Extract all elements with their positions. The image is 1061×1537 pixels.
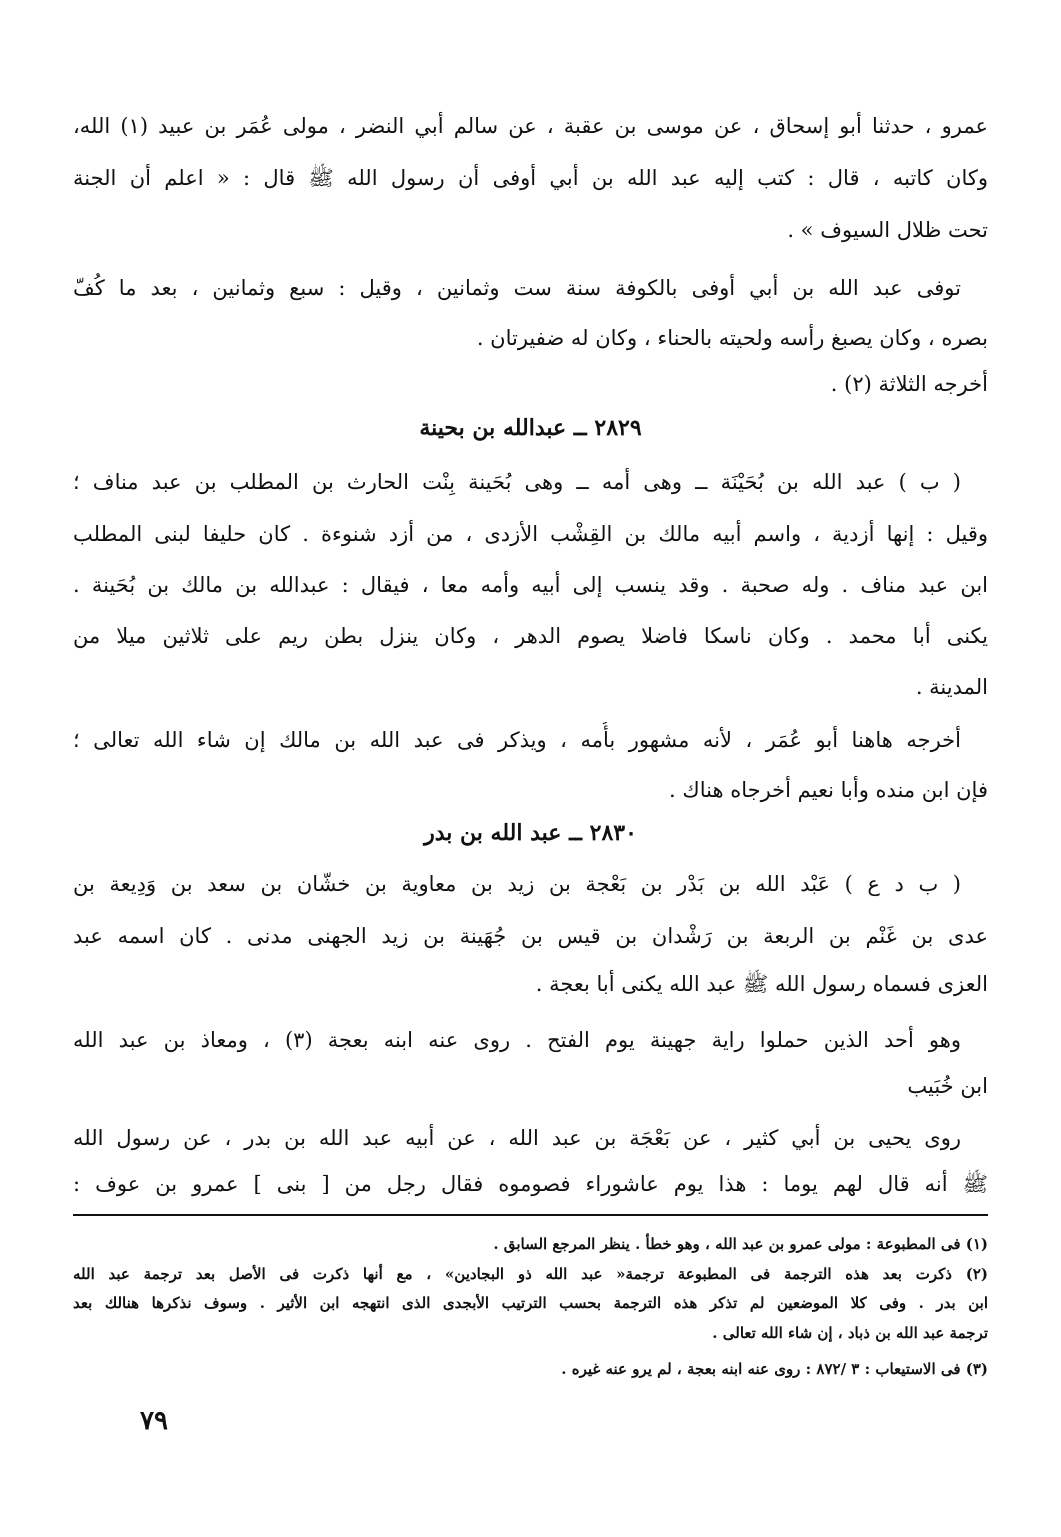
text-line: المدينة .	[915, 675, 988, 699]
footnote: ابن بدر . وفى كلا الموضعين لم تذكر هذه الترجمة بحسب الترتيب الأبجدى الذى انتهجه ابن الأثير . وسوف نذكرها هنالك بعد	[73, 1294, 988, 1312]
text-line: العزى فسماه رسول الله ﷺ عبد الله يكنى أبا بعجة .	[535, 972, 988, 996]
footnote: (١) فى المطبوعة : مولى عمرو بن عبد الله ، وهو خطأ . ينظر المرجع السابق .	[493, 1235, 988, 1253]
text-line: تحت ظلال السيوف » .	[787, 218, 988, 242]
text-line: ابن خُبَيب	[907, 1074, 988, 1098]
text-line: أخرجه هاهنا أبو عُمَر ، لأنه مشهور بأُمه ، ويذكر فى عبد الله بن مالك إن شاء الله تعالى ؛	[73, 728, 961, 752]
text-line: وقيل : إنها أزدية ، واسم أبيه مالك بن القِشْب الأزدى ، من أزد شنوءة . كان حليفا لبنى المطلب	[73, 522, 988, 546]
footnote: ترجمة عبد الله بن ذباد ، إن شاء الله تعالى .	[712, 1324, 988, 1342]
footnote: (٢) ذكرت بعد هذه الترجمة فى المطبوعة ترجمة« عبد الله ذو البجادين» ، مع أنها ذكرت فى الأصل بعد ترجمة عبد الله	[73, 1265, 988, 1283]
page-number: ٧٩	[140, 1406, 168, 1436]
text-line: وكان كاتبه ، قال : كتب إليه عبد الله بن أبي أوفى أن رسول الله ﷺ قال : « اعلم أن الجنة	[73, 166, 988, 190]
text-line: ( ب د ع ) عَبْد الله بن بَدْر بن بَعْجة بن زيد بن معاوية بن خشّان بن سعد بن وَدِيعة بن	[73, 872, 961, 896]
text-line: ( ب ) عبد الله بن بُحَيْنَة ــ وهى أمه ــ وهى بُحَينة بِنْت الحارث بن المطلب بن عبد مناف ؛	[73, 470, 961, 494]
text-line: يكنى أبا محمد . وكان ناسكا فاضلا يصوم الدهر ، وكان ينزل بطن ريم على ثلاثين ميلا من	[73, 624, 988, 648]
footnote: (٣) فى الاستيعاب : ٣ /٨٧٢ : روى عنه ابنه بعجة ، لم يرو عنه غيره .	[561, 1360, 988, 1378]
entry-heading: ٢٨٢٩ ــ عبدالله بن بحينة	[419, 415, 642, 441]
text-line: روى يحيى بن أبي كثير ، عن بَعْجَة بن عبد الله ، عن أبيه عبد الله بن بدر ، عن رسول الله	[73, 1126, 961, 1150]
text-line: ابن عبد مناف . وله صحبة . وقد ينسب إلى أبيه وأمه معا ، فيقال : عبدالله بن مالك بن بُحَينة .	[73, 573, 988, 597]
text-line: ﷺ أنه قال لهم يوما : هذا يوم عاشوراء فصوموه فقال رجل من [ بنى ] عمرو بن عوف :	[73, 1172, 988, 1196]
text-line: توفى عبد الله بن أبي أوفى بالكوفة سنة ست وثمانين ، وقيل : سبع وثمانين ، بعد ما كُفّ	[73, 276, 961, 300]
text-line: عدى بن غَنْم بن الربعة بن رَشْدان بن قيس بن جُهَينة بن زيد الجهنى مدنى . كان اسمه عبد	[73, 924, 988, 948]
entry-heading: ٢٨٣٠ ــ عبد الله بن بدر	[424, 820, 637, 846]
text-line: بصره ، وكان يصبغ رأسه ولحيته بالحناء ، وكان له ضفيرتان .	[476, 326, 988, 350]
footnote-separator	[73, 1214, 988, 1216]
text-line: عمرو ، حدثنا أبو إسحاق ، عن موسى بن عقبة ، عن سالم أبي النضر ، مولى عُمَر بن عبيد (١) الله،	[73, 114, 988, 138]
text-line: وهو أحد الذين حملوا راية جهينة يوم الفتح . روى عنه ابنه بعجة (٣) ، ومعاذ بن عبد الله	[73, 1028, 961, 1052]
text-line: أخرجه الثلاثة (٢) .	[830, 372, 988, 396]
text-line: فإن ابن منده وأبا نعيم أخرجاه هناك .	[669, 778, 988, 802]
